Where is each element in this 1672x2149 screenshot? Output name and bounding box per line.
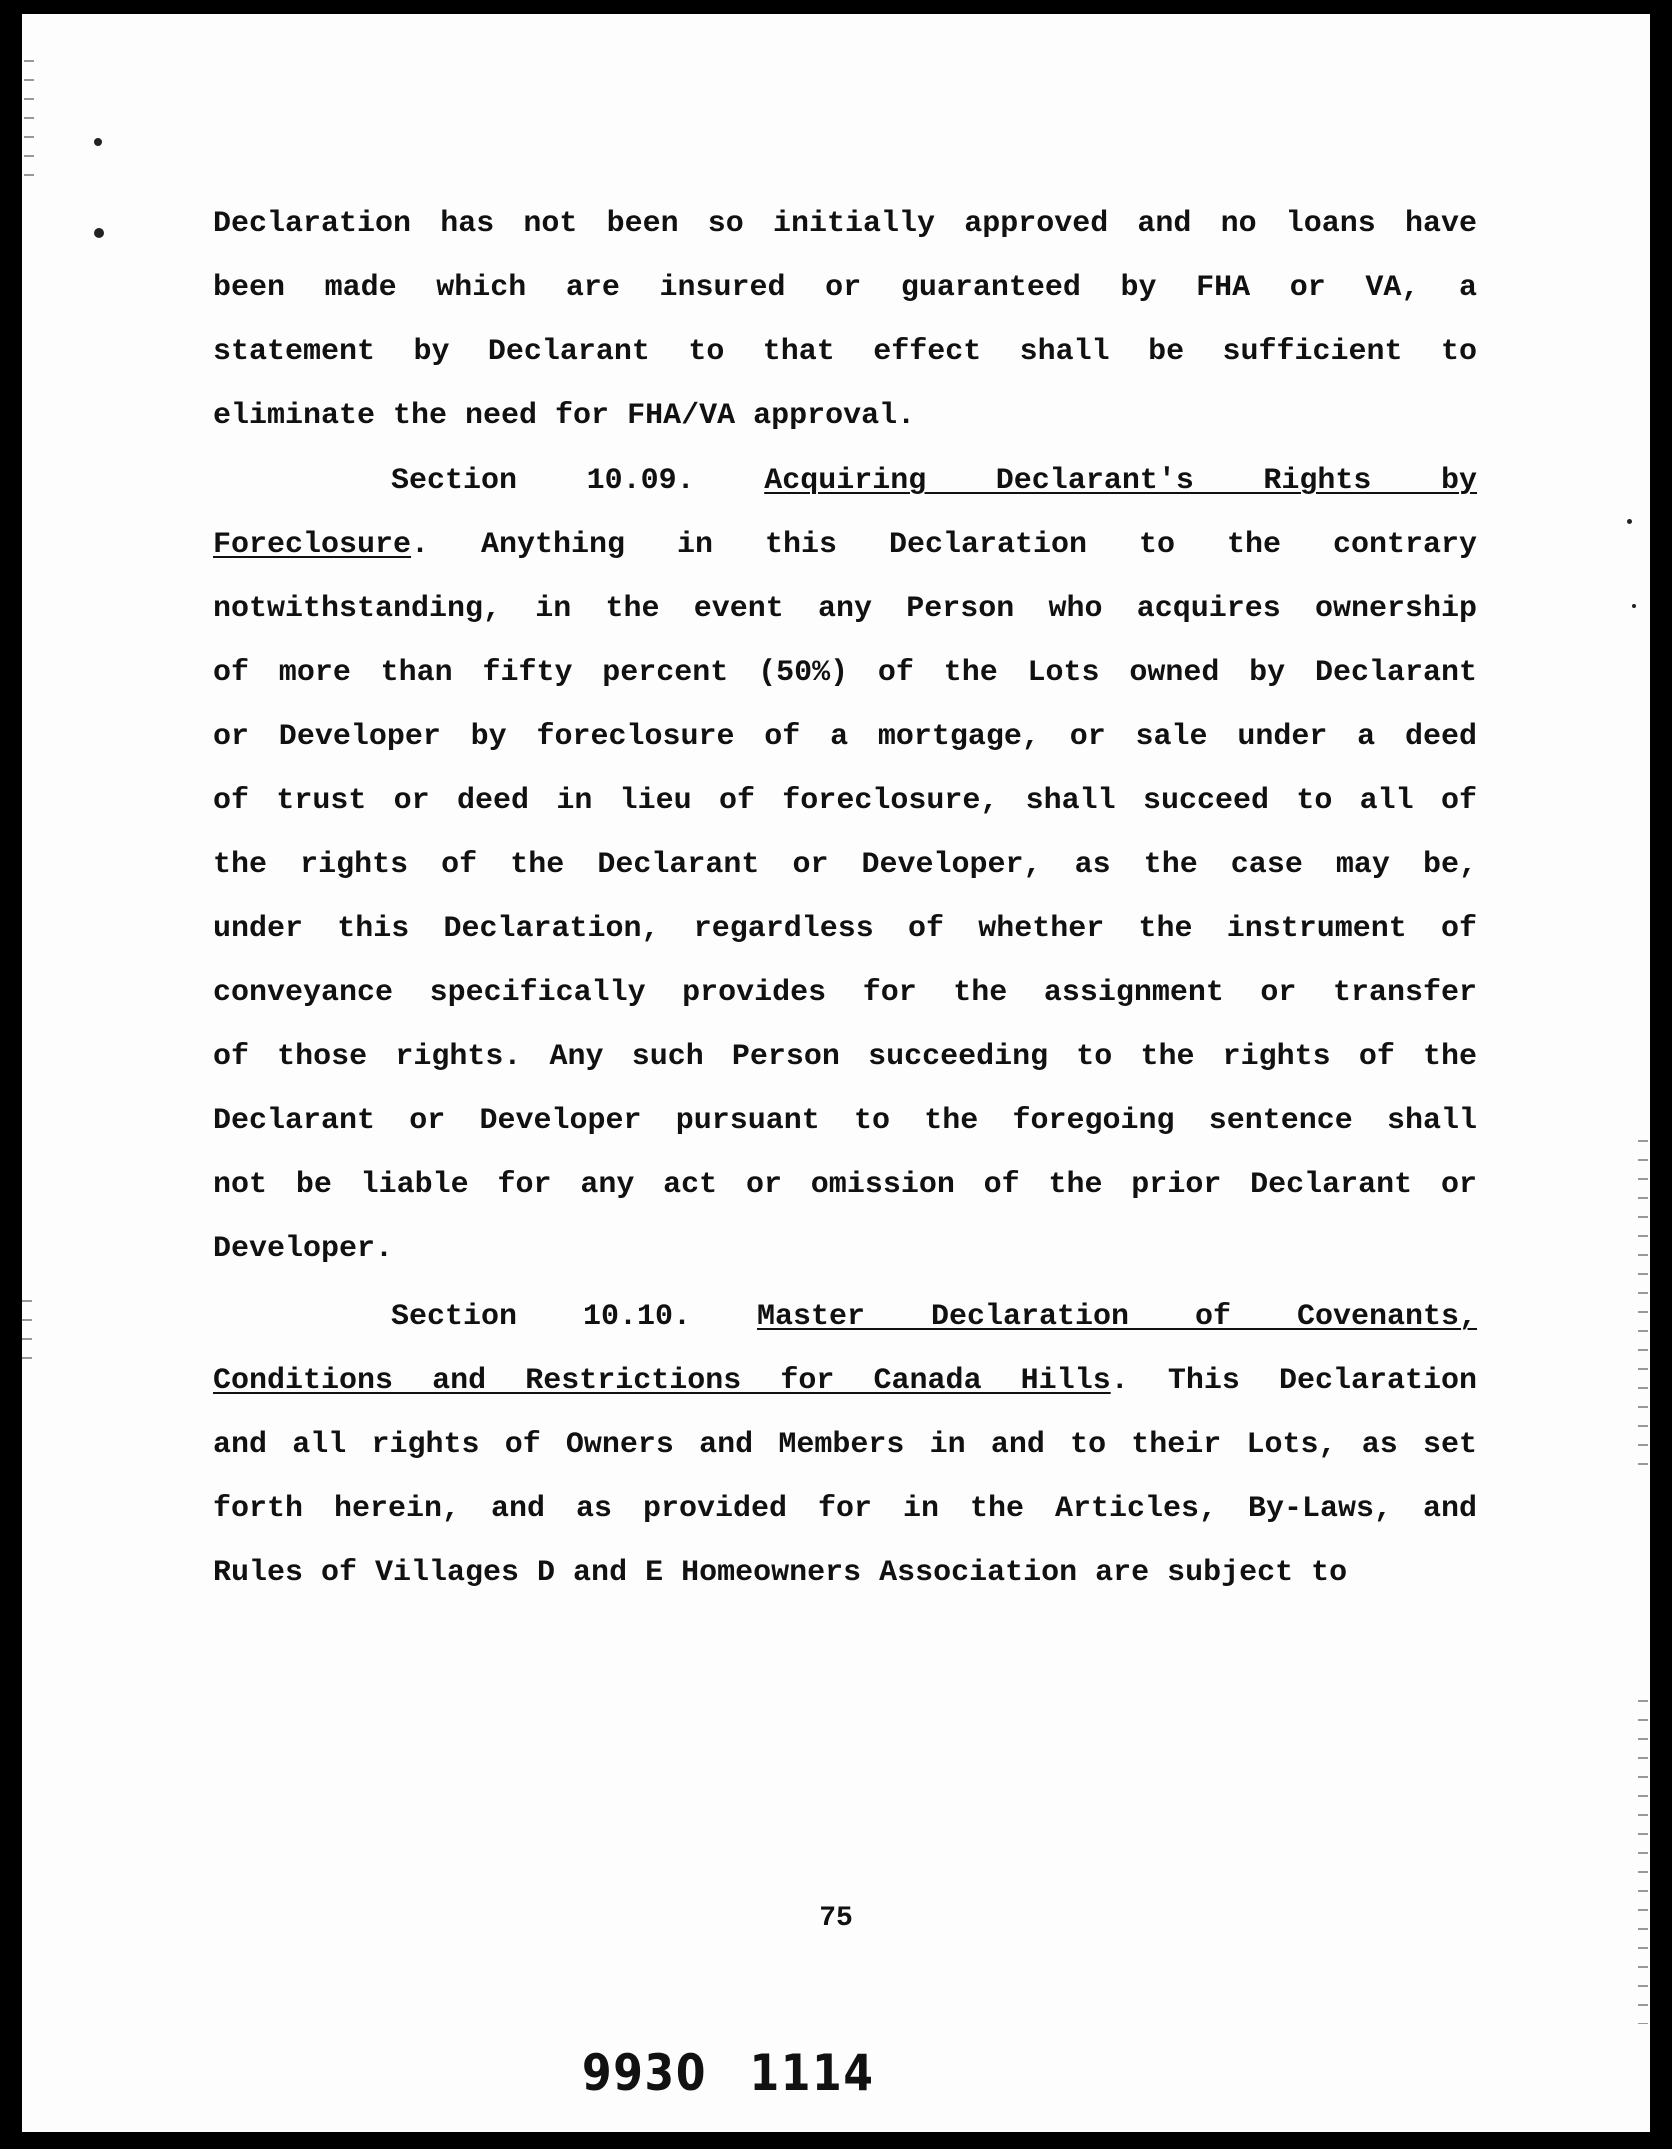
text-line: eliminate the need for FHA/VA approval.	[213, 399, 916, 433]
text-line: forth herein, and as provided for in the Articles, By-Laws, and	[213, 1492, 1477, 1526]
text-line: under this Declaration, regardless of whether the instrument of	[213, 912, 1477, 946]
scan-speck	[94, 138, 102, 146]
text-line: notwithstanding, in the event any Person who acquires ownership	[213, 592, 1477, 626]
section-title: Conditions and Restrictions for Canada Hills	[213, 1364, 1111, 1398]
stamp-number: 1114	[749, 2044, 875, 2102]
page-number: 75	[819, 1903, 853, 1934]
scan-edge-noise	[22, 1294, 32, 1364]
section-title: Foreclosure	[213, 528, 412, 562]
section-heading-line	[213, 1349, 1477, 1413]
text-line: Declarant or Developer pursuant to the foregoing sentence shall	[213, 1104, 1477, 1138]
stamp-number: 9930	[582, 2044, 708, 2102]
text-line: Developer.	[213, 1232, 394, 1266]
text-line: of more than fifty percent (50%) of the Lots owned by Declarant	[213, 656, 1477, 690]
section-10-10	[213, 1285, 1477, 1605]
scan-edge-noise	[1638, 1694, 1648, 2024]
text-line: not be liable for any act or omission of the prior Declarant or	[213, 1168, 1477, 1202]
text-line: been made which are insured or guaranteed by FHA or VA, a	[213, 271, 1477, 305]
scan-speck	[94, 228, 104, 238]
text-line: of trust or deed in lieu of foreclosure, shall succeed to all of	[213, 784, 1477, 818]
section-number: Section 10.09.	[391, 464, 695, 498]
text-line: and all rights of Owners and Members in and to their Lots, as set	[213, 1428, 1477, 1462]
section-heading-line	[213, 449, 1477, 513]
section-heading-line	[213, 1285, 1477, 1349]
section-heading-line	[213, 513, 1477, 577]
section-title: Acquiring Declarant's Rights by	[764, 464, 1478, 498]
text-line: the rights of the Declarant or Developer, as the case may be,	[213, 848, 1477, 882]
scan-edge-noise	[24, 54, 34, 184]
document-stamp	[582, 2044, 875, 2102]
text-line: Declaration has not been so initially approved and no loans have	[213, 207, 1477, 241]
scan-edge-noise	[1638, 1134, 1648, 1474]
section-number: Section 10.10.	[391, 1300, 692, 1334]
text-line: of those rights. Any such Person succeeding to the rights of the	[213, 1040, 1477, 1074]
scan-speck	[1627, 519, 1632, 524]
text-line: statement by Declarant to that effect shall be sufficient to	[213, 335, 1477, 369]
section-10-09	[213, 449, 1477, 1281]
scan-speck	[1632, 604, 1636, 608]
text-line: Rules of Villages D and E Homeowners Association are subject to	[213, 1556, 1348, 1590]
body-text: . Anything in this Declaration to the contrary	[411, 528, 1477, 562]
text-line: or Developer by foreclosure of a mortgage, or sale under a deed	[213, 720, 1477, 754]
body-text: . This Declaration	[1110, 1364, 1477, 1398]
section-title: Master Declaration of Covenants,	[757, 1300, 1477, 1334]
intro-paragraph	[213, 192, 1477, 448]
document-page	[22, 14, 1650, 2132]
text-line: conveyance specifically provides for the assignment or transfer	[213, 976, 1477, 1010]
